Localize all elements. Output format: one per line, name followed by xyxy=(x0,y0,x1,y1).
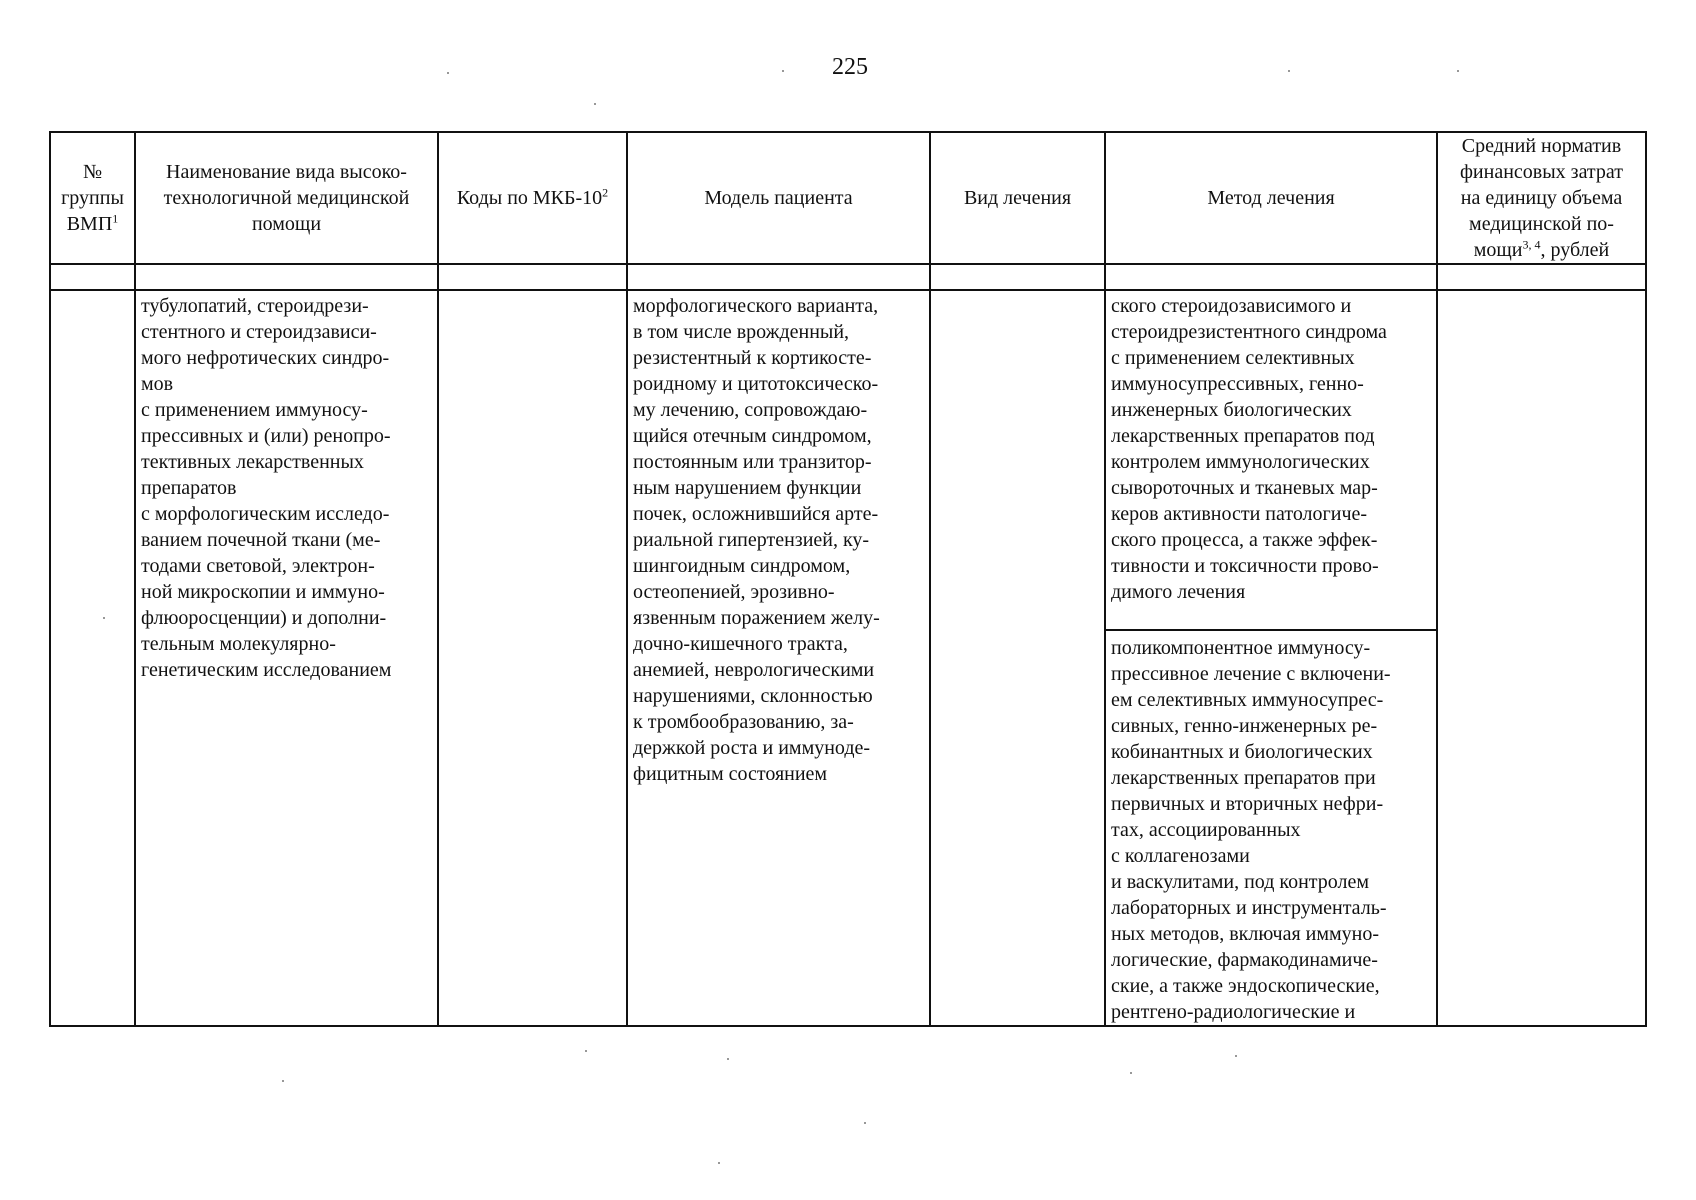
method-block-multicomponent: поликомпонентное иммуносу- прессивное лечение с включени- ем селективных иммуносупрес- сивных, генно-инженерных ре- кобинантных и биологических лекарственных препаратов при первичных и вторичных нефри- тах, ассоциированных с коллагенозами и васкулитами, под контролем лабораторных и инструменталь- ных методов, включая иммуно- логические, фармакодинамиче- ские, а также эндоскопические, рентгено-радиологические и xyxy=(1111,637,1391,1023)
table-spacer-row xyxy=(50,264,1646,290)
header-icd-codes: Коды по МКБ-$10^2$ xyxy=(438,132,627,264)
header-treatment-method: Метод лечения xyxy=(1105,132,1437,264)
cell-patient-model: морфологического варианта, в том числе врожденный, резистентный к кортикосте- роидному и цитотоксическо- му лечению, сопровождаю- щийся отечным синдромом, постоянным или транзитор- ным нарушением функции почек, осложнившийся арте- риальной гипертензией, ку- шингоидным синдромом, остеопенией, эрозивно- язвенным поражением желу- дочно-кишечного тракта, анемией, неврологическими нарушениями, склонностью к тромбообразованию, за- держкой роста и иммуноде- фицитным состоянием xyxy=(627,290,930,1026)
cell-care-type-name: тубулопатий, стероидрези- стентного и стероидзависи- мого нефротических синдро- мов с применением иммуносу- прессивных и (или) ренопро- тективных лекарственных препаратов с морфологическим исследо- ванием почечной ткани (ме- тодами световой, электрон- ной микроскопии и иммуно- флюоросценции) и дополни- тельным молекулярно- генетическим исследованием xyxy=(135,290,438,1026)
scan-speck xyxy=(718,1162,720,1164)
page-number: 225 xyxy=(832,54,868,80)
scan-speck xyxy=(594,103,596,105)
scan-speck xyxy=(585,1050,587,1052)
vmp-table xyxy=(49,131,1645,1027)
cell-average-cost xyxy=(1437,290,1646,1026)
scan-speck xyxy=(1130,1072,1132,1074)
header-group-no: № группы ВМП$^1$ xyxy=(50,132,135,264)
cell-icd-codes xyxy=(438,290,627,1026)
table-header-row xyxy=(50,132,1646,264)
scan-speck xyxy=(1235,1055,1237,1057)
table-row xyxy=(50,290,1646,1026)
cell-treatment-type xyxy=(930,290,1105,1026)
header-patient-model: Модель пациента xyxy=(627,132,930,264)
scan-speck xyxy=(1288,70,1290,72)
header-treatment-type: Вид лечения xyxy=(930,132,1105,264)
cell-treatment-method xyxy=(1105,290,1437,1026)
scan-speck xyxy=(447,72,449,74)
header-average-cost: Средний норматив финансовых затрат на единицу объема медицинской по- мощи$^{3, 4}$, рублей xyxy=(1437,132,1646,264)
scan-speck xyxy=(727,1058,729,1060)
header-care-type-name: Наименование вида высоко- технологичной медицинской помощи xyxy=(135,132,438,264)
scan-speck xyxy=(1457,70,1459,72)
cell-group-no xyxy=(50,290,135,1026)
scan-speck xyxy=(282,1080,284,1082)
method-block-steroid: ского стероидозависимого и стероидрезистентного синдрома с применением селективных иммуносупрессивных, генно- инженерных биологических лекарственных препаратов под контролем иммунологических сывороточных и тканевых мар- керов активности патологиче- ского процесса, а также эффек- тивности и токсичности прово- димого лечения xyxy=(1106,291,1436,631)
scan-speck xyxy=(864,1122,866,1124)
scan-speck xyxy=(782,70,784,72)
